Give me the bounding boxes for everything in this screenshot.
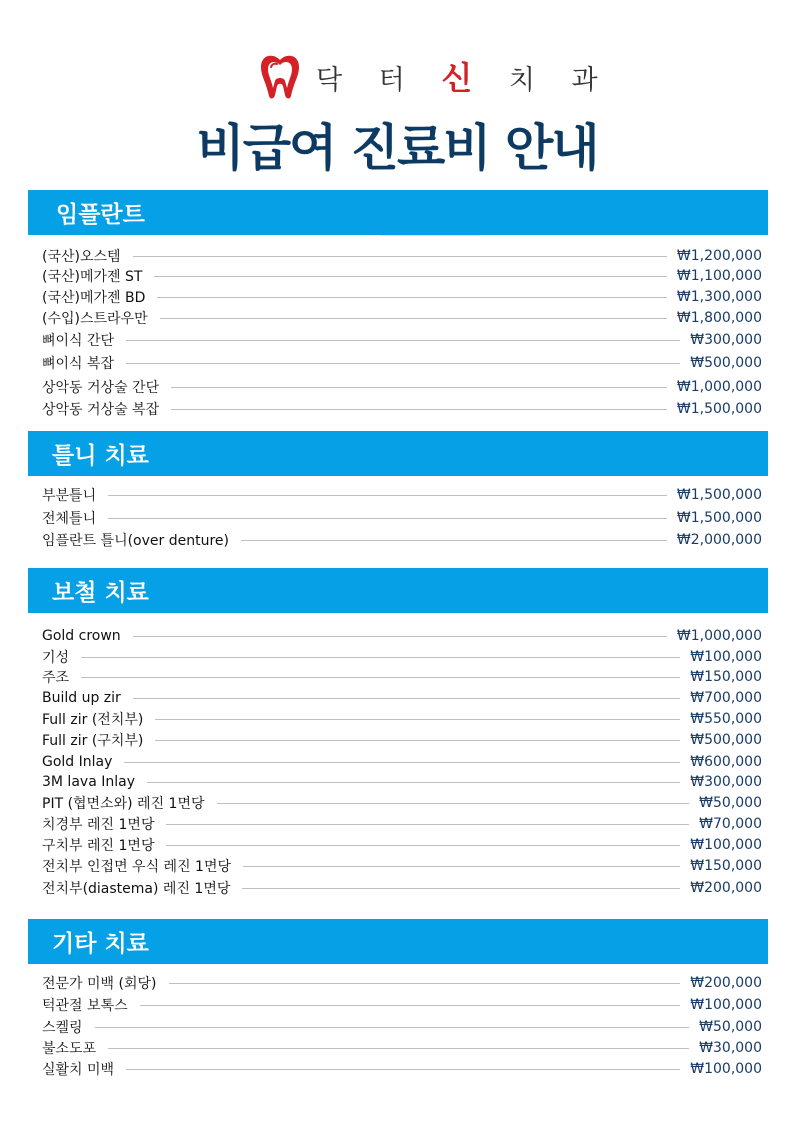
price-row: (수입)스트라우만 ₩1,800,000: [42, 310, 762, 327]
section-implant: [28, 190, 768, 418]
header: [0, 0, 794, 190]
price-row: 뼈이식 복잡 ₩500,000: [42, 355, 762, 372]
price-row: 전문가 미백 (회당) ₩200,000: [42, 975, 762, 992]
clinic-logo: [258, 52, 612, 100]
section-title: 보철 치료: [28, 568, 768, 613]
price-row: 전체틀니 ₩1,500,000: [42, 510, 762, 527]
price-row: 스켈링 ₩50,000: [42, 1019, 762, 1036]
price-row: Gold crown ₩1,000,000: [42, 628, 762, 644]
price-row: 전치부(diastema) 레진 1면당 ₩200,000: [42, 880, 762, 897]
price-row: PIT (협면소와) 레진 1면당 ₩50,000: [42, 795, 762, 812]
price-row: (국산)메가젠 ST ₩1,100,000: [42, 268, 762, 285]
price-row: 3M lava Inlay ₩300,000: [42, 774, 762, 790]
price-row: 임플란트 틀니(over denture) ₩2,000,000: [42, 532, 762, 549]
section-title: 틀니 치료: [28, 431, 768, 476]
page-title: 비급여 진료비 안내: [196, 119, 598, 177]
price-row: 상악동 거상술 복잡 ₩1,500,000: [42, 401, 762, 418]
section-title: 기타 치료: [28, 919, 768, 964]
section-title: 임플란트: [28, 190, 768, 235]
price-row: 뼈이식 간단 ₩300,000: [42, 332, 762, 349]
section-prosthetics: [28, 568, 768, 897]
price-row: Full zir (전치부) ₩550,000: [42, 711, 762, 728]
price-row: Full zir (구치부) ₩500,000: [42, 732, 762, 749]
price-row: 기성 ₩100,000: [42, 649, 762, 666]
tooth-heart-icon: [258, 52, 302, 100]
clinic-name: 닥 터 신 치 과: [316, 59, 612, 97]
divider: [380, 235, 480, 236]
price-row: 전치부 인접면 우식 레진 1면당 ₩150,000: [42, 858, 762, 875]
price-row: 주조 ₩150,000: [42, 669, 762, 686]
price-row: (국산)오스템 ₩1,200,000: [42, 248, 762, 265]
price-row: Build up zir ₩700,000: [42, 690, 762, 706]
price-row: 부분틀니 ₩1,500,000: [42, 487, 762, 504]
section-other: [28, 919, 768, 1078]
price-row: 상악동 거상술 간단 ₩1,000,000: [42, 379, 762, 396]
section-denture: [28, 431, 768, 549]
price-row: 구치부 레진 1면당 ₩100,000: [42, 837, 762, 854]
price-row: 실활치 미백 ₩100,000: [42, 1061, 762, 1078]
price-row: (국산)메가젠 BD ₩1,300,000: [42, 289, 762, 306]
price-row: 턱관절 보톡스 ₩100,000: [42, 997, 762, 1014]
price-row: 치경부 레진 1면당 ₩70,000: [42, 816, 762, 833]
price-row: Gold Inlay ₩600,000: [42, 754, 762, 770]
price-row: 불소도포 ₩30,000: [42, 1040, 762, 1057]
